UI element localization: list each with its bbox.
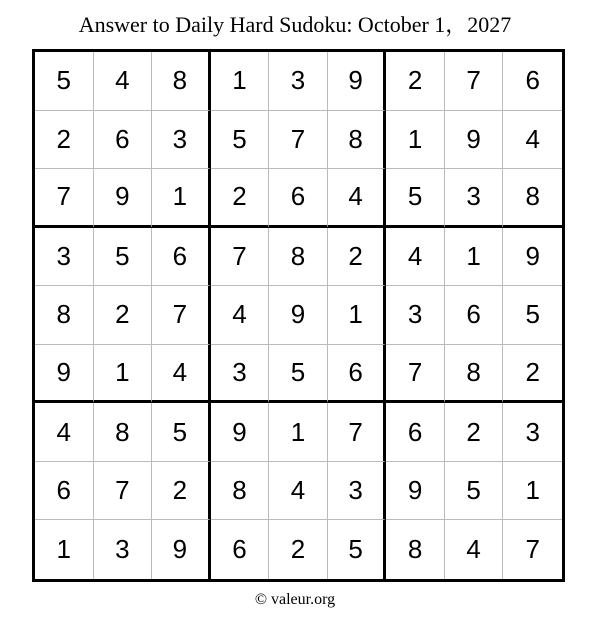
sudoku-cell-r2-c6: 8 <box>328 111 387 170</box>
sudoku-cell-r3-c3: 1 <box>152 169 211 228</box>
sudoku-cell-r6-c5: 5 <box>269 345 328 404</box>
sudoku-cell-r2-c2: 6 <box>94 111 153 170</box>
sudoku-cell-r9-c1: 1 <box>35 520 94 579</box>
sudoku-cell-r9-c5: 2 <box>269 520 328 579</box>
copyright-footer: © valeur.org <box>254 591 336 608</box>
sudoku-cell-r8-c5: 4 <box>269 462 328 521</box>
sudoku-cell-r3-c9: 8 <box>503 169 562 228</box>
sudoku-cell-r5-c2: 2 <box>94 286 153 345</box>
sudoku-cell-r7-c2: 8 <box>94 403 153 462</box>
sudoku-cell-r3-c7: 5 <box>386 169 445 228</box>
sudoku-cell-r5-c9: 5 <box>503 286 562 345</box>
sudoku-cell-r5-c3: 7 <box>152 286 211 345</box>
sudoku-cell-r1-c6: 9 <box>328 52 387 111</box>
sudoku-cell-r9-c4: 6 <box>211 520 270 579</box>
sudoku-cell-r6-c6: 6 <box>328 345 387 404</box>
sudoku-cell-r2-c9: 4 <box>503 111 562 170</box>
sudoku-cell-r7-c1: 4 <box>35 403 94 462</box>
sudoku-cell-r1-c1: 5 <box>35 52 94 111</box>
sudoku-cell-r2-c1: 2 <box>35 111 94 170</box>
sudoku-cell-r2-c5: 7 <box>269 111 328 170</box>
sudoku-cell-r8-c6: 3 <box>328 462 387 521</box>
page-title: Answer to Daily Hard Sudoku: October 1，2027 <box>78 12 512 37</box>
sudoku-cell-r2-c3: 3 <box>152 111 211 170</box>
sudoku-cell-r2-c8: 9 <box>445 111 504 170</box>
sudoku-cell-r8-c3: 2 <box>152 462 211 521</box>
sudoku-cell-r3-c5: 6 <box>269 169 328 228</box>
sudoku-cell-r8-c1: 6 <box>35 462 94 521</box>
sudoku-cell-r9-c2: 3 <box>94 520 153 579</box>
sudoku-cell-r7-c3: 5 <box>152 403 211 462</box>
sudoku-cell-r2-c4: 5 <box>211 111 270 170</box>
sudoku-cell-r7-c6: 7 <box>328 403 387 462</box>
sudoku-cell-r4-c9: 9 <box>503 228 562 287</box>
sudoku-cell-r8-c4: 8 <box>211 462 270 521</box>
sudoku-cell-r4-c2: 5 <box>94 228 153 287</box>
sudoku-cell-r9-c6: 5 <box>328 520 387 579</box>
sudoku-cell-r6-c7: 7 <box>386 345 445 404</box>
sudoku-cell-r5-c1: 8 <box>35 286 94 345</box>
sudoku-cell-r4-c5: 8 <box>269 228 328 287</box>
sudoku-cell-r6-c4: 3 <box>211 345 270 404</box>
sudoku-cell-r1-c2: 4 <box>94 52 153 111</box>
sudoku-cell-r5-c6: 1 <box>328 286 387 345</box>
sudoku-cell-r8-c7: 9 <box>386 462 445 521</box>
sudoku-cell-r7-c5: 1 <box>269 403 328 462</box>
sudoku-cell-r5-c8: 6 <box>445 286 504 345</box>
sudoku-cell-r4-c8: 1 <box>445 228 504 287</box>
sudoku-cell-r7-c7: 6 <box>386 403 445 462</box>
sudoku-cell-r9-c8: 4 <box>445 520 504 579</box>
sudoku-cell-r4-c4: 7 <box>211 228 270 287</box>
sudoku-cell-r1-c7: 2 <box>386 52 445 111</box>
sudoku-cell-r4-c6: 2 <box>328 228 387 287</box>
sudoku-grid <box>32 49 565 582</box>
sudoku-cell-r1-c8: 7 <box>445 52 504 111</box>
sudoku-cell-r7-c9: 3 <box>503 403 562 462</box>
sudoku-cell-r2-c7: 1 <box>386 111 445 170</box>
sudoku-cell-r9-c7: 8 <box>386 520 445 579</box>
sudoku-cell-r4-c7: 4 <box>386 228 445 287</box>
sudoku-cell-r5-c7: 3 <box>386 286 445 345</box>
sudoku-cell-r6-c1: 9 <box>35 345 94 404</box>
sudoku-cell-r9-c3: 9 <box>152 520 211 579</box>
sudoku-cell-r6-c3: 4 <box>152 345 211 404</box>
sudoku-cell-r3-c2: 9 <box>94 169 153 228</box>
sudoku-cell-r1-c3: 8 <box>152 52 211 111</box>
sudoku-cell-r3-c8: 3 <box>445 169 504 228</box>
sudoku-cell-r4-c3: 6 <box>152 228 211 287</box>
sudoku-cell-r7-c4: 9 <box>211 403 270 462</box>
sudoku-cell-r4-c1: 3 <box>35 228 94 287</box>
sudoku-cell-r7-c8: 2 <box>445 403 504 462</box>
sudoku-cell-r9-c9: 7 <box>503 520 562 579</box>
sudoku-cell-r1-c9: 6 <box>503 52 562 111</box>
sudoku-cell-r8-c2: 7 <box>94 462 153 521</box>
sudoku-cell-r3-c1: 7 <box>35 169 94 228</box>
sudoku-cell-r6-c9: 2 <box>503 345 562 404</box>
sudoku-cell-r1-c4: 1 <box>211 52 270 111</box>
sudoku-cell-r5-c5: 9 <box>269 286 328 345</box>
sudoku-cell-r6-c2: 1 <box>94 345 153 404</box>
sudoku-cell-r6-c8: 8 <box>445 345 504 404</box>
sudoku-cell-r3-c6: 4 <box>328 169 387 228</box>
sudoku-cell-r8-c9: 1 <box>503 462 562 521</box>
sudoku-cell-r5-c4: 4 <box>211 286 270 345</box>
sudoku-cell-r8-c8: 5 <box>445 462 504 521</box>
sudoku-cell-r3-c4: 2 <box>211 169 270 228</box>
sudoku-cell-r1-c5: 3 <box>269 52 328 111</box>
